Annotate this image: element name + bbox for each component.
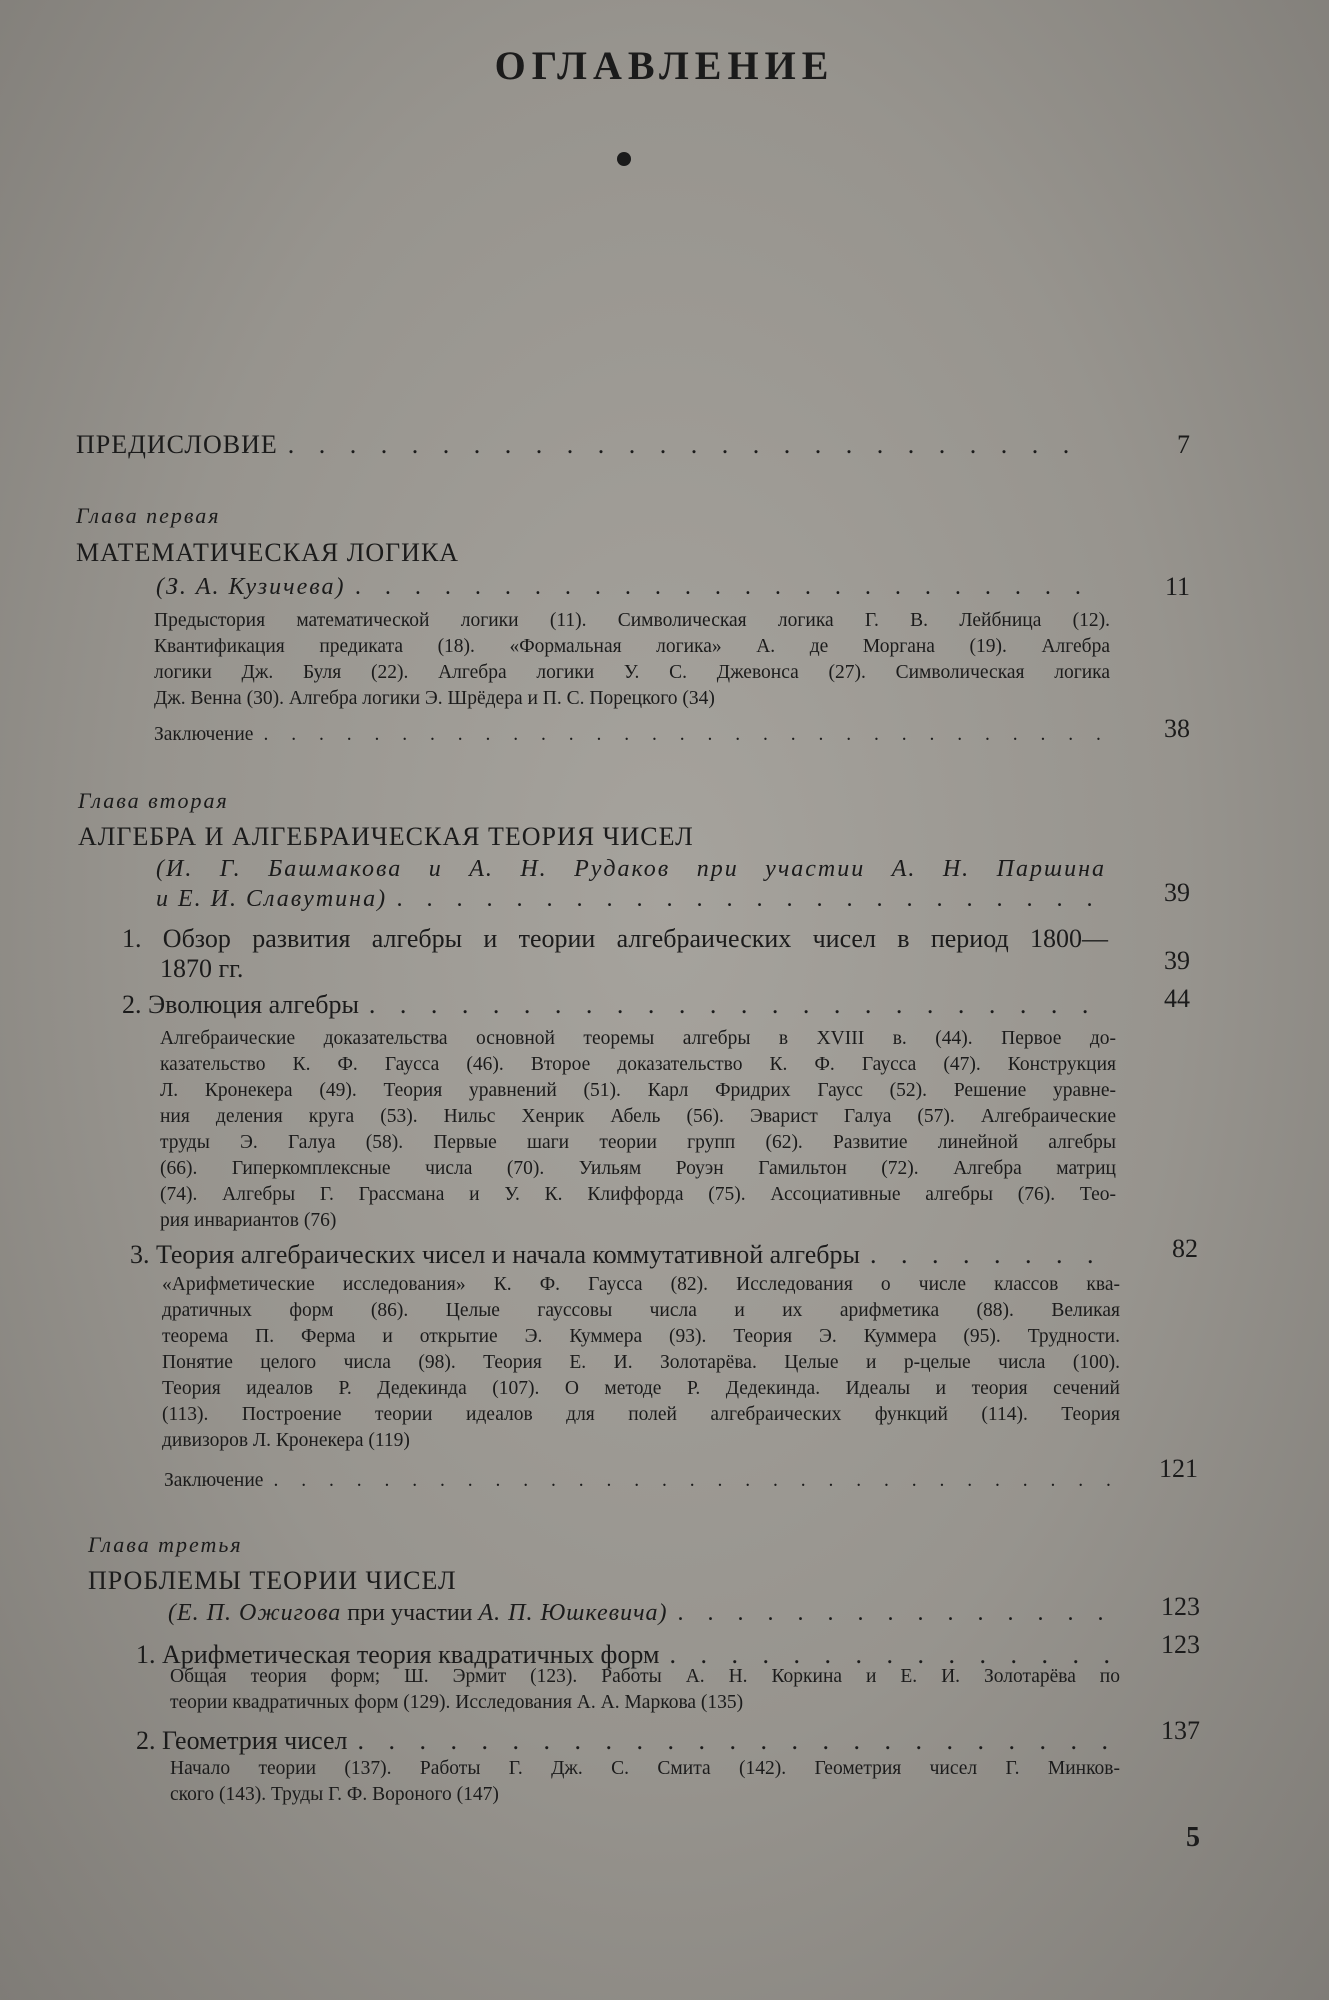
leader-dots: [263, 724, 1110, 746]
ch2-s2-summary: Алгебраические доказательства основной теоремы алгебры в XVIII в. (44). Первое до- казательство К. Ф. Гаусса (46). Второе доказательство К. Ф. Гаусса (47). Конструкция Л. Кронекера (49). Теория уравнений (51). Карл Фридрих Гаусс (52). Решение уравне- ния деления круга (53). Нильс Хенрик Абель (56). Эварист Галуа (57). Алгебраические труды Э. Галуа (58). Первые шаги теории групп (62). Развитие линейной алгебры (66). Гиперкомплексные числа (70). Уильям Роуэн Гамильтон (72). Алгебра матриц (74). Алгебры Г. Грассмана и У. К. Клиффорда (75). Ассоциативные алгебры (76). Тео- рия инвариантов (76): [160, 1028, 1116, 1231]
ch3-s1[interactable]: 1. Арифметическая теория квадратичных форм . . .: [136, 1640, 1120, 1670]
ch2-conclusion[interactable]: Заключение . . .: [164, 1470, 1120, 1492]
ch2-s2[interactable]: 2. Эволюция алгебры . . .: [122, 990, 1108, 1020]
bullet-ornament: [617, 152, 631, 166]
ch3-authors: (Е. П. Ожигова при участии А. П. Юшкевича) . . .: [168, 1600, 1118, 1627]
ch1-heading[interactable]: МАТЕМАТИЧЕСКАЯ ЛОГИКА: [76, 538, 460, 567]
leader-dots: [397, 886, 1106, 913]
ch2-conclusion-page: 121: [1159, 1454, 1198, 1483]
toc-entry-preface[interactable]: [76, 430, 1086, 460]
page-number: 5: [1186, 1822, 1200, 1853]
ch3-s2-page: 137: [1161, 1716, 1200, 1745]
ch2-authors-line1: (И. Г. Башмакова и А. Н. Рудаков при участии А. Н. Паршина: [156, 856, 1106, 882]
ch3-s1-summary: Общая теория форм; Ш. Эрмит (123). Работы А. Н. Коркина и Е. И. Золотарёва по теории квадратичных форм (129). Исследования А. А. Маркова (135): [170, 1666, 1120, 1713]
ch1-conclusion-page: 38: [1164, 714, 1190, 743]
leader-dots: [273, 1470, 1120, 1492]
ch2-s1-line1[interactable]: 1. Обзор развития алгебры и теории алгебраических чисел в период 1800—: [122, 924, 1108, 953]
page-title: ОГЛАВЛЕНИЕ: [494, 43, 835, 88]
ch2-heading[interactable]: АЛГЕБРА И АЛГЕБРАИЧЕСКАЯ ТЕОРИЯ ЧИСЕЛ: [78, 822, 694, 851]
leader-dots: [288, 430, 1086, 460]
ch3-s2-summary: Начало теории (137). Работы Г. Дж. С. Смита (142). Геометрия чисел Г. Минков- ского (143). Труды Г. Ф. Вороного (147): [170, 1758, 1120, 1805]
ch3-page: 123: [1161, 1592, 1200, 1621]
leader-dots: [870, 1240, 1116, 1270]
ch2-s3-summary: «Арифметические исследования» К. Ф. Гаусса (82). Исследования о числе классов ква- дратичных форм (86). Целые гауссовы числа и их арифметика (88). Великая теорема П. Ферма и открытие Э. Куммера (93). Теория Э. Куммера (95). Трудности. Понятие целого числа (98). Теория Е. И. Золотарёва. Целые и p-целые числа (100). Теория идеалов Р. Дедекинда (107). О методе Р. Дедекинда. Идеалы и теория сечений (113). Построение теории идеалов для полей алгебраических функций (114). Теория дивизоров Л. Кронекера (119): [162, 1274, 1120, 1451]
ch1-conclusion[interactable]: Заключение . . .: [154, 724, 1110, 746]
ch2-label: Глава вторая: [78, 788, 229, 813]
leader-dots: [678, 1600, 1118, 1627]
ch3-s2[interactable]: 2. Геометрия чисел . . .: [136, 1726, 1120, 1756]
ch1-page: 11: [1164, 572, 1190, 601]
ch2-s2-page: 44: [1164, 984, 1190, 1013]
ch1-summary: Предыстория математической логики (11). Символическая логика Г. В. Лейбница (12). Квантификация предиката (18). «Формальная логика» А. де Моргана (19). Алгебра логики Дж. Буля (22). Алгебра логики У. С. Джевонса (27). Символическая логика Дж. Венна (30). Алгебра логики Э. Шрёдера и П. С. Порецкого (34): [154, 610, 1110, 709]
ch2-s1-line2: 1870 гг.: [160, 954, 244, 983]
ch2-s3[interactable]: 3. Теория алгебраических чисел и начала коммутативной алгебры . . .: [130, 1240, 1116, 1270]
leader-dots: [369, 990, 1108, 1020]
ch1-label: Глава первая: [76, 503, 221, 528]
ch2-s1-page: 39: [1164, 946, 1190, 975]
ch2-s3-page: 82: [1172, 1234, 1198, 1263]
preface-label: ПРЕДИСЛОВИЕ: [76, 430, 278, 459]
ch2-page: 39: [1164, 878, 1190, 907]
ch2-authors-line2: и Е. И. Славутина) . . .: [156, 886, 1106, 913]
ch3-heading[interactable]: ПРОБЛЕМЫ ТЕОРИИ ЧИСЕЛ: [88, 1566, 457, 1595]
leader-dots: [356, 574, 1107, 601]
leader-dots: [358, 1726, 1120, 1756]
ch3-s1-page: 123: [1161, 1630, 1200, 1659]
ch3-label: Глава третья: [88, 1532, 243, 1557]
preface-page: 7: [1177, 430, 1190, 459]
ch1-authors: (З. А. Кузичева) . . .: [156, 574, 1106, 601]
